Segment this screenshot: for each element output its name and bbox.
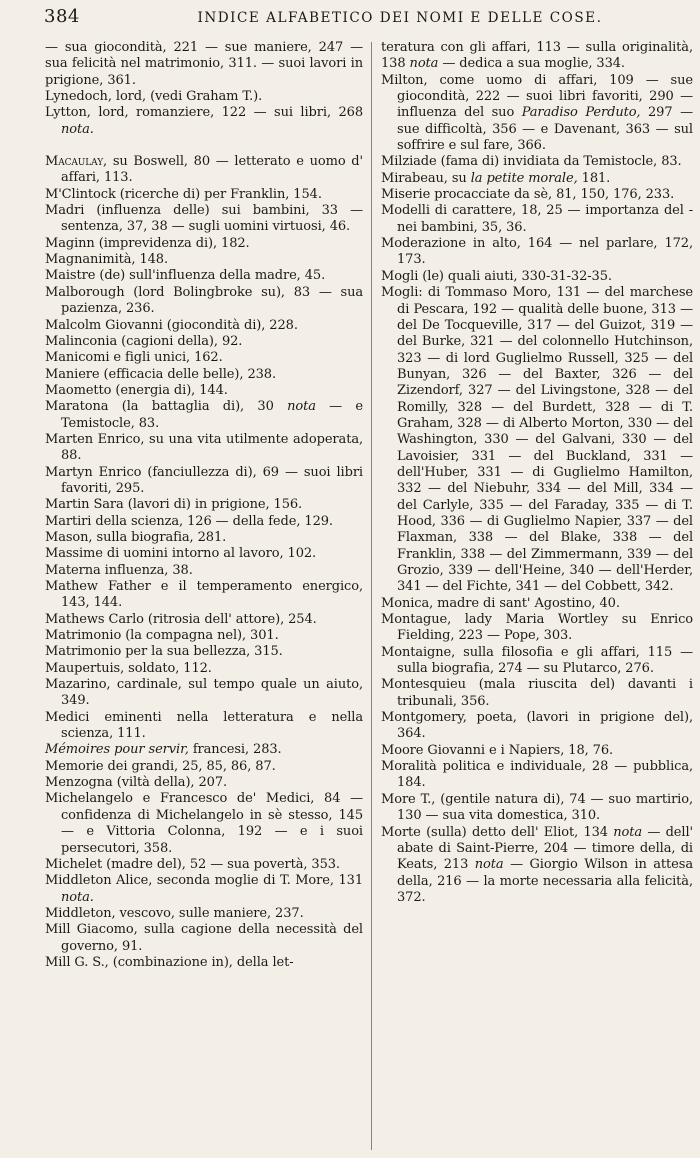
entry-text: Montaigne, sulla filosofia e gli affari, 115 — sulla biografia, 274 — su Plutarco, 276. <box>381 644 693 677</box>
entry-text: Mill G. S., (combinazione in), della let- <box>45 954 294 970</box>
index-entry <box>45 350 363 366</box>
index-entry <box>45 236 363 252</box>
italic-text: nota. <box>61 889 94 905</box>
entry-text: Malborough (lord Bolingbroke su), 83 — sua pazienza, 236. <box>45 284 363 317</box>
entry-text: M'Clintock (ricerche di) per Franklin, 154. <box>45 186 322 202</box>
entry-text: Morte (sulla) detto dell' Eliot, 134 <box>381 824 614 840</box>
entry-text: 297 — sue difficoltà, 356 — e Davenant, 363 — sul soffrire e sul fare, 366. <box>397 105 693 154</box>
index-entry-continuation <box>45 40 363 89</box>
entry-text: Michelangelo e Francesco de' Medici, 84 — confidenza di Michelangelo in sè stesso, 145 — e Vittoria Colonna, 192 — e i suoi persecutori, 358. <box>45 791 363 856</box>
index-entry <box>45 546 363 562</box>
entry-text: — dedica a sua moglie, 334. <box>438 56 625 72</box>
entry-text: Maniere (efficacia delle belle), 238. <box>45 366 276 382</box>
italic-text: nota. <box>61 121 94 137</box>
index-entry-continuation <box>381 40 693 73</box>
entry-text: Malcolm Giovanni (giocondità di), 228. <box>45 317 298 333</box>
entry-text: Milton, come uomo di affari, 109 — sue giocondità, 222 — suoi libri favoriti, 290 — influenza del suo <box>381 72 693 121</box>
index-entry <box>45 775 363 791</box>
entry-text: — sua giocondità, 221 — sue maniere, 247 — sua felicità nel matrimonio, 311. — suoi lavori in prigione, 361. <box>45 40 363 88</box>
entry-text: Montesquieu (mala riuscita del) davanti i tribunali, 356. <box>381 677 693 709</box>
index-entry <box>381 203 693 236</box>
entry-text: Lynedoch, lord, (vedi Graham T.). <box>45 89 263 105</box>
italic-text: nota <box>409 56 439 72</box>
index-entry <box>381 187 693 203</box>
index-entry <box>45 187 363 203</box>
entry-text: Mathews Carlo (ritrosia dell' attore), 254. <box>45 611 317 627</box>
index-entry <box>45 906 363 922</box>
index-entry <box>45 105 363 138</box>
index-entry <box>381 154 693 170</box>
index-entry <box>381 743 693 759</box>
page-header <box>44 6 696 38</box>
italic-text: Paradiso Perduto, <box>521 105 641 121</box>
entry-text: Montgomery, poeta, (lavori in prigione del), 364. <box>381 710 693 742</box>
entry-text: Mirabeau, su <box>381 170 471 186</box>
entry-text: Marten Enrico, su una vita utilmente adoperata, 88. <box>45 431 363 464</box>
index-entry <box>45 154 363 187</box>
index-entry <box>45 579 363 612</box>
index-entry <box>45 563 363 579</box>
entry-text: Martiri della scienza, 126 — della fede, 129. <box>45 513 333 529</box>
italic-text: nota <box>474 857 504 873</box>
index-entry <box>45 661 363 677</box>
index-entry <box>45 791 363 856</box>
entry-text: Maupertuis, soldato, 112. <box>45 660 212 676</box>
entry-text: teratura con gli affari, 113 — sulla originalità, 138 <box>381 40 693 72</box>
index-entry <box>381 236 693 269</box>
entry-text: Materna influenza, 38. <box>45 562 193 578</box>
index-entry <box>45 89 363 105</box>
entry-text: Monica, madre di sant' Agostino, 40. <box>381 595 620 611</box>
index-entry <box>381 285 693 596</box>
index-entry <box>45 612 363 628</box>
index-entry <box>381 269 693 285</box>
italic-text: nota <box>613 824 643 840</box>
italic-text: Mémoires pour servir, <box>45 742 189 758</box>
index-entry <box>381 73 693 155</box>
index-entry <box>381 792 693 825</box>
index-entry <box>45 857 363 873</box>
entry-text: Michelet (madre del), 52 — sua povertà, 353. <box>45 856 340 872</box>
index-entry <box>45 514 363 530</box>
index-column-left <box>45 40 363 971</box>
index-entry <box>45 644 363 660</box>
entry-text: — Giorgio Wilson in attesa della, 216 — la morte necessaria alla felicità, 372. <box>397 857 693 905</box>
small-caps-text: Macaulay <box>45 154 104 170</box>
index-entry <box>45 383 363 399</box>
index-entry <box>381 825 693 907</box>
index-entry <box>381 645 693 678</box>
index-entry <box>45 628 363 644</box>
entry-text: Madri (influenza delle) sui bambini, 33 — sentenza, 37, 38 — sugli uomini virtuosi, 46. <box>45 203 363 235</box>
entry-text: Moderazione in alto, 164 — nel parlare, 172, 173. <box>381 236 693 268</box>
entry-text: Montague, lady Maria Wortley su Enrico Fielding, 223 — Pope, 303. <box>381 612 693 644</box>
entry-text: Maometto (energia di), 144. <box>45 382 228 398</box>
entry-text: , su Boswell, 80 — letterato e uomo d' affari, 113. <box>61 154 363 186</box>
index-entry <box>45 677 363 710</box>
entry-text: Moore Giovanni e i Napiers, 18, 76. <box>381 742 614 758</box>
entry-text: Matrimonio per la sua bellezza, 315. <box>45 644 283 660</box>
index-column-right <box>381 40 693 906</box>
entry-text: Martin Sara (lavori di) in prigione, 156. <box>45 497 303 513</box>
entry-text: Mogli (le) quali aiuti, 330-31-32-35. <box>381 268 612 284</box>
italic-text: nota <box>287 399 316 415</box>
entry-text: Lytton, lord, romanziere, 122 — sui libri, 268 <box>45 105 363 121</box>
index-entry <box>45 465 363 498</box>
entry-text: Middleton Alice, seconda moglie di T. More, 131 <box>45 873 363 889</box>
running-title: INDICE ALFABETICO DEI NOMI E DELLE COSE. <box>197 10 603 26</box>
index-entry <box>381 677 693 710</box>
column-divider <box>371 42 372 1150</box>
index-entry <box>381 759 693 792</box>
index-entry <box>45 530 363 546</box>
entry-text: Maistre (de) sull'influenza della madre, 45. <box>45 268 326 284</box>
index-entry <box>45 268 363 284</box>
index-entry <box>45 399 363 432</box>
index-entry <box>45 432 363 465</box>
index-entry <box>45 742 363 758</box>
index-entry <box>45 710 363 743</box>
index-entry <box>381 710 693 743</box>
entry-text: Magnanimità, 148. <box>45 252 169 268</box>
index-entry <box>45 759 363 775</box>
index-entry <box>381 612 693 645</box>
entry-text: Malinconia (cagioni della), 92. <box>45 333 243 349</box>
index-entry <box>45 367 363 383</box>
entry-text: Moralità politica e individuale, 28 — pubblica, 184. <box>381 759 693 791</box>
entry-text: — e Temistocle, 83. <box>61 399 363 431</box>
entry-text: Mathew Father e il temperamento energico, 143, 144. <box>45 579 363 611</box>
italic-text: la petite morale, <box>470 170 578 186</box>
entry-text: Maratona (la battaglia di), 30 <box>45 399 288 415</box>
entry-text: More T., (gentile natura di), 74 — suo martirio, 130 — sua vita domestica, 310. <box>381 791 693 824</box>
index-entry <box>45 955 363 971</box>
page-number: 384 <box>44 6 80 27</box>
entry-text: Maginn (imprevidenza di), 182. <box>45 235 250 251</box>
index-entry <box>381 596 693 612</box>
entry-text: Medici eminenti nella letteratura e nella scienza, 111. <box>45 709 363 742</box>
entry-text: Manicomi e figli unici, 162. <box>45 350 223 366</box>
entry-text: Martyn Enrico (fanciullezza di), 69 — suoi libri favoriti, 295. <box>45 464 363 496</box>
index-entry <box>45 318 363 334</box>
index-entry <box>45 252 363 268</box>
entry-text: Middleton, vescovo, sulle maniere, 237. <box>45 905 304 921</box>
index-entry <box>45 334 363 350</box>
entry-text: Modelli di carattere, 18, 25 — importanza del - nei bambini, 35, 36. <box>381 203 693 235</box>
index-entry <box>45 497 363 513</box>
entry-text: Menzogna (viltà della), 207. <box>45 775 228 791</box>
entry-text: — dell' abate di Saint-Pierre, 204 — timore della, di Keats, 213 <box>397 824 693 873</box>
index-entry <box>45 873 363 906</box>
entry-text: Milziade (fama di) invidiata da Temistocle, 83. <box>381 154 682 170</box>
index-entry <box>45 203 363 236</box>
entry-text: Mogli: di Tommaso Moro, 131 — del marchese di Pescara, 192 — qualità delle buone, 313 — del De Tocqueville, 317 — del Guizot, 319 — del Burke, 321 — del colonnello Hutchinson, 323 — di lord Guglielmo Russell, 325 — del Bunyan, 326 — del Baxter, 326 — del Zizendorf, 327 — del Livingstone, 328 — del Romilly, 328 — del Burdett, 328 — di T. Graham, 328 — di Alberto Morton, 330 — del Washington, 330 — del Galvani, 330 — del Lavoisier, 331 — del Buckland, 331 — dell'Huber, 331 — di Guglielmo Hamilton, 332 — del Niebuhr, 334 — del Mill, 334 — del Carlyle, 335 — del Faraday, 335 — di T. Hood, 336 — di Guglielmo Napier, 337 — del Flaxman, 338 — del Blake, 338 — del Franklin, 338 — del Zimmermann, 339 — del Grozio, 339 — dell'Heine, 340 — dell'Herder, 341 — del Fichte, 341 — del Cobbett, 342. <box>381 285 693 595</box>
entry-text: Mill Giacomo, sulla cagione della necessità del governo, 91. <box>45 922 363 954</box>
index-entry <box>45 922 363 955</box>
entry-text: Matrimonio (la compagna nel), 301. <box>45 628 279 644</box>
entry-text: Memorie dei grandi, 25, 85, 86, 87. <box>45 758 276 774</box>
entry-text: Miserie procacciate da sè, 81, 150, 176, 233. <box>381 187 675 203</box>
entry-text: Mazarino, cardinale, sul tempo quale un aiuto, 349. <box>45 677 363 709</box>
index-entry <box>381 171 693 187</box>
entry-text: Massime di uomini intorno al lavoro, 102. <box>45 546 317 562</box>
entry-text: Mason, sulla biografia, 281. <box>45 529 227 545</box>
entry-text: francesi, 283. <box>188 742 282 758</box>
entry-text: 181. <box>577 170 611 186</box>
index-entry <box>45 285 363 318</box>
